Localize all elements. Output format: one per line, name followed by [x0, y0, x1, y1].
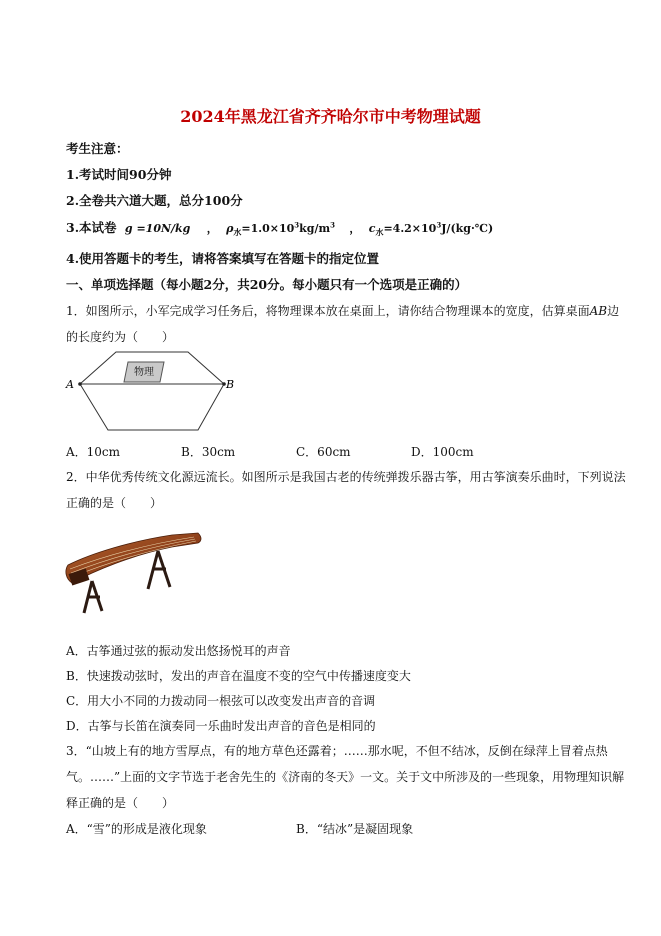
q1-option-d: D．100cm [411, 445, 474, 459]
notice-heading: 考生注意： [66, 141, 129, 156]
q2-option-c: C．用大小不同的力拨动同一根弦可以改变发出声音的音调 [66, 694, 376, 708]
q3-stem-line2: 气。……”上面的文字节选于老舍先生的《济南的冬天》一文。关于文中所涉及的一些现象，用物理知识解 [66, 770, 625, 784]
water-density: $\rho_水=1.0\times 10^3kg/m^3$ [226, 220, 336, 238]
guzheng-stand-right [148, 551, 170, 589]
q3-option-b: B．“结冰”是凝固现象 [296, 822, 414, 836]
q2-stem-line1: 2．中华优秀传统文化源远流长。如图所示是我国古老的传统弹拨乐器古筝，用古筝演奏乐曲时，下列说法 [66, 470, 626, 484]
notice-item-1: 1.考试时间90分钟 [66, 167, 172, 182]
guzheng-image [62, 523, 212, 618]
guzheng-stand-left [84, 581, 102, 613]
q1-option-b: B．30cm [181, 445, 236, 459]
q3-stem-line3: 释正确的是（ ） [66, 796, 175, 810]
q2-option-b: B．快速拨动弦时，发出的声音在温度不变的空气中传播速度变大 [66, 669, 411, 683]
desk-book-figure [62, 344, 242, 438]
q3-option-a: A．“雪”的形成是液化现象 [66, 822, 207, 836]
label-b: B [226, 378, 235, 391]
q2-stem-line2: 正确的是（ ） [66, 496, 163, 510]
q3-stem-line1: 3．“山坡上有的地方雪厚点，有的地方草色还露着；……那水呢，不但不结冰，反倒在绿萍上冒着点热 [66, 744, 608, 758]
q2-option-d: D．古筝与长笛在演奏同一乐曲时发出声音的音色是相同的 [66, 719, 376, 733]
page-title: 2024年黑龙江省齐齐哈尔市中考物理试题 [180, 107, 481, 126]
book-label: 物理 [134, 367, 154, 378]
water-specific-heat: $c_水=4.2\times 10^3J/(kg\cdot℃)$ [368, 220, 494, 238]
gravity-constant: g =10N/kg [124, 222, 191, 235]
q1-stem-line2: 的长度约为（ ） [66, 330, 175, 344]
point-a [78, 382, 82, 386]
q1-option-a: A．10cm [66, 445, 121, 459]
notice-item-2: 2.全卷共六道大题，总分100分 [66, 193, 243, 208]
label-a: A [66, 378, 74, 391]
q2-option-a: A．古筝通过弦的振动发出悠扬悦耳的声音 [66, 644, 291, 658]
section-1-heading: 一、单项选择题（每小题2分，共20分。每小题只有一个选项是正确的） [66, 277, 468, 292]
q1-stem-line1: 1．如图所示，小军完成学习任务后，将物理课本放在桌面上，请你结合物理课本的宽度，估算桌面AB边 [66, 304, 620, 318]
q1-option-c: C．60cm [296, 445, 351, 459]
notice-item-4: 4.使用答题卡的考生，请将答案填写在答题卡的指定位置 [66, 251, 380, 266]
notice-item-3-prefix: 3.本试卷 [66, 220, 117, 235]
notice-item-3: 3.本试卷 g =10N/kg ， $\rho_水=1.0\times 10^3kg/m^3$ ， $c_水=4.2\times 10^3J/(kg\cdot℃)$ [66, 220, 494, 238]
